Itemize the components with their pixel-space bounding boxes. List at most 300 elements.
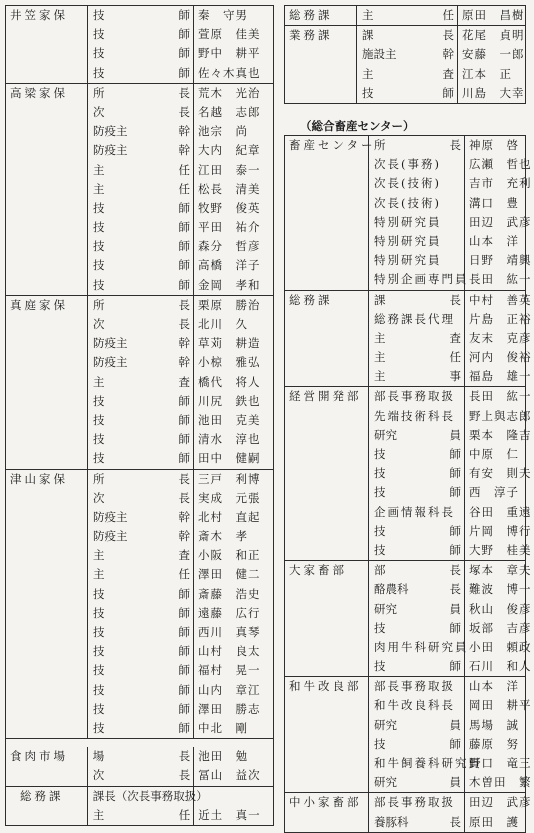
name-cell xyxy=(465,793,532,832)
position-title: 技 xyxy=(93,258,105,273)
position-suffix: 任 xyxy=(178,567,190,582)
position-line xyxy=(369,367,464,386)
section-row xyxy=(285,136,526,291)
position-cell xyxy=(88,83,194,295)
position-line xyxy=(369,793,464,812)
person-name: 木曽田 繁 xyxy=(469,775,532,790)
position-suffix: 師 xyxy=(178,682,190,697)
position-title: 主 xyxy=(374,350,386,365)
position-title: 次 xyxy=(93,104,105,119)
position-title: 技 xyxy=(93,200,105,215)
position-suffix: 長 xyxy=(178,490,190,505)
position-suffix: 任 xyxy=(449,350,461,365)
position-title: 主 xyxy=(93,548,105,563)
unit-name: 中小家畜部 xyxy=(289,795,362,810)
person-name: 大内 紀章 xyxy=(198,143,261,158)
position-title: 特別企画専門員 xyxy=(374,272,469,287)
section-row xyxy=(6,295,274,469)
position-line xyxy=(369,387,464,406)
position-suffix: 幹 xyxy=(178,529,190,544)
section-row xyxy=(285,677,526,793)
name-cell xyxy=(465,677,532,793)
position-line xyxy=(369,445,464,464)
position-title: 技 xyxy=(374,466,386,481)
position-line xyxy=(88,180,193,199)
position-line xyxy=(88,565,193,584)
unit-cell xyxy=(285,136,376,291)
person-name: 池田 勉 xyxy=(198,749,249,764)
position-suffix: 幹 xyxy=(178,336,190,351)
unit-cell xyxy=(6,295,88,469)
unit-name: 畜産センター xyxy=(289,138,376,152)
position-suffix: 師 xyxy=(178,239,190,254)
section-row xyxy=(285,793,526,832)
position-cell xyxy=(357,6,458,26)
position-title: 技 xyxy=(93,220,105,235)
position-line xyxy=(88,44,193,63)
position-line xyxy=(369,136,464,155)
position-line xyxy=(369,155,464,174)
position-title: 研究 xyxy=(374,427,397,442)
position-line xyxy=(357,26,457,45)
person-name: 有安 則夫 xyxy=(469,466,532,481)
position-title: 総務課長代理 xyxy=(374,311,455,326)
position-suffix: 員 xyxy=(449,427,461,442)
position-cell xyxy=(357,26,458,104)
person-name: 日野 靖興 xyxy=(469,253,532,268)
position-title: 施設主 xyxy=(362,47,397,62)
position-line xyxy=(88,604,193,623)
position-line xyxy=(88,315,193,334)
position-line xyxy=(369,638,469,657)
position-suffix: 師 xyxy=(178,432,190,447)
unit-cell xyxy=(285,6,357,26)
position-line xyxy=(88,527,193,546)
position-line xyxy=(88,103,193,122)
position-title: 技 xyxy=(362,85,374,100)
person-name: 坂部 吉彦 xyxy=(469,620,532,635)
position-line xyxy=(369,483,464,502)
person-name: 平田 祐介 xyxy=(198,220,261,235)
name-cell xyxy=(194,747,273,786)
position-line xyxy=(88,141,193,160)
person-name: 福島 雄一 xyxy=(469,369,532,384)
position-title: 技 xyxy=(93,720,105,735)
position-line xyxy=(369,735,464,754)
person-name: 片島 正裕 xyxy=(469,311,532,326)
position-title: 部長事務取扱 xyxy=(374,389,455,404)
position-title: 技 xyxy=(93,663,105,678)
position-title: 次 xyxy=(93,317,105,331)
position-suffix: 員 xyxy=(449,601,461,616)
position-suffix: 師 xyxy=(178,200,190,215)
position-title: 課 xyxy=(374,292,386,307)
position-line xyxy=(88,25,193,44)
unit-name: 総務課 xyxy=(289,292,333,307)
left-directory-table xyxy=(5,5,274,826)
position-line xyxy=(88,719,193,738)
position-line xyxy=(88,353,193,372)
position-line xyxy=(88,430,193,449)
position-cell xyxy=(369,561,469,677)
person-name: 近土 真一 xyxy=(198,807,261,822)
position-suffix: 査 xyxy=(178,548,190,563)
person-name: 溝口 豊 xyxy=(469,195,519,210)
unit-name: 業務課 xyxy=(289,28,333,43)
position-line xyxy=(88,681,193,700)
position-title: 技 xyxy=(93,393,105,408)
unit-cell xyxy=(285,677,369,793)
person-name: 荒木 光治 xyxy=(198,85,261,100)
position-suffix: 任 xyxy=(178,162,190,177)
position-suffix: 長 xyxy=(178,749,191,764)
position-line xyxy=(88,700,193,719)
person-name: 金岡 孝和 xyxy=(198,277,261,292)
position-suffix: 長 xyxy=(449,814,461,829)
position-suffix: 長 xyxy=(178,85,190,100)
person-name: 山本 洋 xyxy=(469,233,519,248)
position-title: 特別研究員 xyxy=(374,233,442,248)
position-title: 技 xyxy=(93,46,105,61)
unit-cell xyxy=(6,6,88,84)
person-name: 山村 良太 xyxy=(198,644,261,659)
person-name: 吉市 充利 xyxy=(469,176,532,191)
position-line xyxy=(369,580,464,599)
position-title: 所 xyxy=(93,471,105,486)
position-suffix: 師 xyxy=(178,65,190,80)
position-line xyxy=(369,677,464,696)
position-title: 技 xyxy=(93,277,105,292)
person-name: 野中 耕平 xyxy=(198,46,261,61)
position-line xyxy=(369,174,464,193)
position-suffix: 任 xyxy=(442,8,454,22)
position-title: 主 xyxy=(362,8,374,22)
position-line xyxy=(369,407,464,426)
section-row xyxy=(285,387,526,561)
position-suffix: 長 xyxy=(178,317,190,331)
position-line xyxy=(369,696,464,715)
person-name: 大野 桂美 xyxy=(469,542,532,557)
person-name: 田辺 武彦 xyxy=(469,795,532,810)
position-title: 技 xyxy=(93,412,105,427)
meat-market-table xyxy=(6,747,273,825)
position-line xyxy=(357,6,457,25)
position-suffix: 師 xyxy=(178,412,190,427)
position-suffix: 師 xyxy=(178,586,190,601)
position-title: 技 xyxy=(374,542,386,557)
position-title: 技 xyxy=(374,659,386,674)
position-line xyxy=(369,522,464,541)
person-name: 澤田 勝志 xyxy=(198,701,261,716)
position-title: 所 xyxy=(93,85,105,100)
position-suffix: 師 xyxy=(442,85,454,100)
position-line xyxy=(88,411,193,430)
name-cell xyxy=(194,83,274,295)
position-line xyxy=(88,661,193,680)
name-cell xyxy=(465,136,532,291)
position-suffix: 長 xyxy=(449,582,461,597)
position-title: 技 xyxy=(93,586,105,601)
position-title: 技 xyxy=(93,239,105,254)
position-title: 所 xyxy=(374,138,386,152)
name-cell xyxy=(194,6,274,84)
position-suffix: 師 xyxy=(178,27,190,42)
person-name: 栗原 勝治 xyxy=(198,297,261,312)
position-cell xyxy=(88,295,194,469)
position-line xyxy=(88,449,193,468)
position-title: 和牛改良科長 xyxy=(374,698,455,713)
position-suffix: 師 xyxy=(449,659,461,674)
position-title: 技 xyxy=(93,625,105,639)
person-name: 花尾 貞明 xyxy=(462,28,525,43)
position-title: 技 xyxy=(93,605,105,620)
position-suffix: 師 xyxy=(449,466,461,481)
name-cell xyxy=(465,561,532,677)
unit-cell xyxy=(6,469,88,739)
position-suffix: 師 xyxy=(178,720,190,735)
position-title: 次長(技術) xyxy=(374,176,441,191)
position-suffix: 査 xyxy=(178,374,190,389)
position-line xyxy=(369,270,469,289)
person-name: 安藤 一郎 xyxy=(462,47,525,62)
position-line xyxy=(88,392,193,411)
position-suffix: 員 xyxy=(449,775,461,790)
position-line xyxy=(357,84,457,103)
unit-cell xyxy=(6,83,88,295)
position-title: 防疫主 xyxy=(93,529,128,544)
person-name: 西川 真琴 xyxy=(198,625,261,639)
person-name: 中原 仁 xyxy=(469,447,519,461)
position-suffix: 長 xyxy=(178,768,191,783)
position-line xyxy=(88,84,193,103)
position-line xyxy=(369,464,464,483)
position-suffix: 師 xyxy=(178,701,190,716)
position-line xyxy=(88,508,193,527)
person-name: 清水 淳也 xyxy=(198,432,261,447)
position-title: 課 xyxy=(362,28,374,43)
position-suffix: 師 xyxy=(178,663,190,678)
position-suffix: 長 xyxy=(449,292,461,307)
position-title: 主 xyxy=(374,369,386,384)
person-name: 川尻 鉄也 xyxy=(198,393,261,408)
unit-name: 高梁家保 xyxy=(10,85,68,100)
position-title: 主 xyxy=(362,66,374,81)
unit-cell xyxy=(285,793,369,832)
person-name: 実成 元張 xyxy=(198,490,261,505)
person-name: 広瀬 哲也 xyxy=(469,157,532,172)
position-suffix: 長 xyxy=(178,471,190,486)
person-name: 山内 章江 xyxy=(198,682,261,697)
person-name: 三戸 利博 xyxy=(198,471,261,486)
position-line xyxy=(369,310,464,329)
person-name: 小椋 雅弘 xyxy=(198,355,261,370)
position-title: 先端技術科長 xyxy=(374,408,455,423)
position-title: 所 xyxy=(93,297,105,312)
person-name: 斎藤 浩史 xyxy=(198,586,261,601)
position-title: 課長（次長事務取扱） xyxy=(92,788,208,803)
position-title: 技 xyxy=(93,65,105,80)
position-suffix: 幹 xyxy=(178,124,190,139)
center-title: （総合畜産センター） xyxy=(300,119,415,133)
position-title: 技 xyxy=(93,682,105,697)
position-title: 次 xyxy=(93,490,105,505)
person-name: 小田 頼政 xyxy=(469,639,532,654)
position-title: 防疫主 xyxy=(93,143,128,158)
person-name: 中北 剛 xyxy=(198,720,248,735)
position-title: 主 xyxy=(374,330,386,345)
position-title: 次長(技術) xyxy=(374,195,441,210)
position-line xyxy=(369,291,464,310)
unit-name: 経営開発部 xyxy=(289,389,362,404)
position-suffix: 師 xyxy=(178,644,190,659)
position-suffix: 査 xyxy=(449,330,461,345)
unit-cell xyxy=(285,26,357,104)
person-name: 北村 直起 xyxy=(198,509,261,524)
right-top-directory-table xyxy=(284,5,526,104)
position-line xyxy=(369,348,464,367)
position-line xyxy=(88,623,193,642)
position-title: 特別研究員 xyxy=(374,214,442,229)
person-name: 遠藤 広行 xyxy=(198,605,261,620)
section-row xyxy=(285,6,526,26)
position-title: 技 xyxy=(93,701,105,716)
person-name: 斎木 孝 xyxy=(198,529,248,544)
position-suffix: 員 xyxy=(449,717,461,732)
position-cell xyxy=(87,747,193,786)
position-title: 場 xyxy=(92,749,105,764)
position-line xyxy=(88,585,193,604)
person-name: 塚本 章夫 xyxy=(469,563,532,578)
position-title: 酪農科 xyxy=(374,582,409,597)
position-cell xyxy=(369,387,465,561)
position-title: 技 xyxy=(374,485,386,500)
position-line xyxy=(88,122,193,141)
position-suffix: 師 xyxy=(178,258,190,273)
position-title: 防疫主 xyxy=(93,509,128,524)
person-name: 中村 善英 xyxy=(469,292,532,307)
name-cell xyxy=(194,469,274,739)
position-title: 次 xyxy=(92,768,105,783)
person-name: 田中 健嗣 xyxy=(198,451,261,466)
position-title: 次長(事務) xyxy=(374,157,441,172)
position-title: 技 xyxy=(374,620,386,635)
position-suffix: 長 xyxy=(178,297,190,312)
section-row xyxy=(285,561,526,677)
position-suffix: 師 xyxy=(178,220,190,235)
position-title: 主 xyxy=(93,181,105,196)
position-suffix: 長 xyxy=(178,104,190,119)
position-title: 防疫主 xyxy=(93,124,128,139)
position-suffix: 査 xyxy=(442,66,454,81)
position-suffix: 師 xyxy=(449,736,461,751)
position-suffix: 師 xyxy=(178,8,190,22)
position-suffix: 長 xyxy=(449,563,461,578)
position-suffix: 師 xyxy=(178,393,190,408)
position-line xyxy=(88,489,193,508)
person-name: 草苅 耕造 xyxy=(198,336,261,351)
person-name: 福村 晃一 xyxy=(198,663,261,678)
position-line xyxy=(369,213,464,232)
position-cell xyxy=(88,6,194,84)
unit-name: 食肉市場 xyxy=(10,749,68,764)
position-title: 研究 xyxy=(374,601,397,616)
position-title: 技 xyxy=(93,8,105,22)
position-suffix: 幹 xyxy=(178,509,190,524)
position-line xyxy=(369,619,464,638)
person-name: 江本 正 xyxy=(462,66,512,81)
person-name: 野口 竜三 xyxy=(469,756,532,770)
person-name: 原田 護 xyxy=(469,814,519,829)
position-line xyxy=(369,600,464,619)
person-name: 高橋 洋子 xyxy=(198,258,261,273)
position-line xyxy=(369,541,464,560)
person-name: 山本 洋 xyxy=(469,679,519,694)
position-suffix: 任 xyxy=(178,807,191,822)
position-suffix: 幹 xyxy=(442,47,454,62)
position-line xyxy=(88,237,193,256)
position-suffix: 師 xyxy=(449,620,461,635)
unit-cell xyxy=(285,387,369,561)
position-suffix: 師 xyxy=(178,451,190,466)
section-row xyxy=(6,6,274,84)
person-name: 川島 大幸 xyxy=(462,85,525,100)
unit-cell xyxy=(285,561,369,677)
position-line xyxy=(88,199,193,218)
person-name: 橋代 将人 xyxy=(198,374,261,389)
unit-name: 大家畜部 xyxy=(289,563,347,578)
position-suffix: 師 xyxy=(178,605,190,620)
sub-unit-name: 総務課 xyxy=(20,788,64,803)
position-title: 技 xyxy=(374,523,386,538)
position-line xyxy=(369,657,464,676)
position-cell xyxy=(88,469,194,739)
position-title: 主 xyxy=(93,374,105,389)
position-suffix: 師 xyxy=(449,523,461,538)
position-title: 特別研究員 xyxy=(374,253,442,268)
position-title: 防疫主 xyxy=(93,355,128,370)
position-suffix: 長 xyxy=(449,138,461,152)
person-name: 栗本 隆吉 xyxy=(469,427,532,442)
position-line xyxy=(357,65,457,84)
person-name: 秋山 俊彦 xyxy=(469,601,532,616)
name-cell xyxy=(458,26,526,104)
person-name: 池宗 尚 xyxy=(198,124,248,139)
person-name: 江田 泰一 xyxy=(198,162,261,177)
person-name: 河内 俊裕 xyxy=(469,350,532,365)
position-title: 防疫主 xyxy=(93,336,128,351)
person-name: 神原 啓 xyxy=(469,138,519,152)
name-cell xyxy=(458,6,526,26)
position-line xyxy=(88,64,193,83)
position-line xyxy=(88,296,193,315)
name-cell xyxy=(465,290,532,387)
person-name: 難波 博一 xyxy=(469,582,532,597)
position-line xyxy=(88,806,193,825)
sub-unit-cell xyxy=(6,786,87,825)
center-directory-table xyxy=(284,135,532,833)
person-name: 名越 志郎 xyxy=(198,104,261,119)
position-title: 主 xyxy=(92,807,105,822)
position-suffix: 事 xyxy=(449,369,461,384)
position-line xyxy=(88,276,193,295)
unit-name: 和牛改良部 xyxy=(289,679,362,694)
position-line xyxy=(88,766,193,785)
position-line xyxy=(88,256,193,275)
position-title: 部 xyxy=(374,563,386,578)
unit-name: 津山家保 xyxy=(10,471,68,486)
unit-name: 真庭家保 xyxy=(10,297,68,312)
person-name: 牧野 俊英 xyxy=(198,200,261,215)
